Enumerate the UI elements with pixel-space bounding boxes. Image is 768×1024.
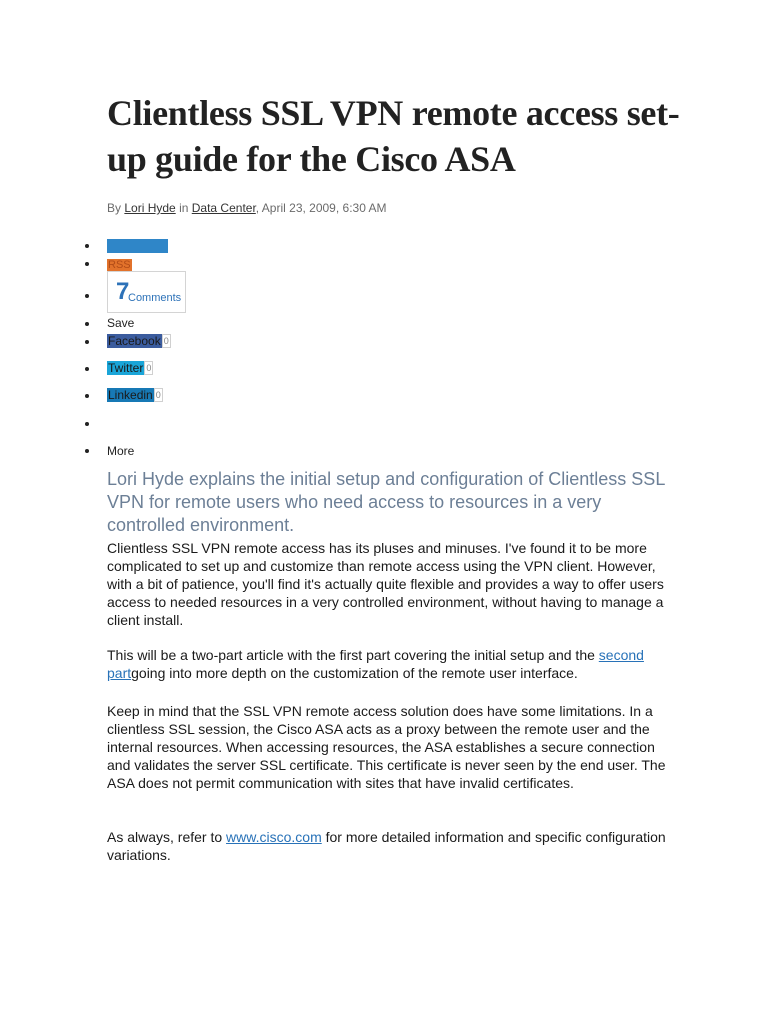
save-button[interactable]: Save <box>107 316 135 330</box>
comments-button[interactable] <box>107 271 186 313</box>
linkedin-share-button[interactable]: Linkedin <box>108 388 153 402</box>
body-paragraph-2 <box>107 646 667 682</box>
twitter-share-button[interactable]: Twitter <box>108 361 144 375</box>
second-part-link[interactable]: second part <box>107 647 644 681</box>
list-bullet <box>85 262 89 266</box>
paragraph-text: going into more depth on the customization of the remote user interface. <box>131 665 578 681</box>
twitter-share-count: 0 <box>146 363 152 373</box>
byline-by: By <box>107 201 122 215</box>
publish-date: , April 23, 2009, 6:30 AM <box>255 201 387 215</box>
facebook-share-count: 0 <box>163 336 169 346</box>
facebook-share-button[interactable]: Facebook <box>108 334 161 348</box>
rss-button[interactable]: RSS <box>108 259 131 271</box>
list-bullet <box>85 449 89 453</box>
paragraph-text: As always, refer to <box>107 829 227 845</box>
list-bullet <box>85 422 89 426</box>
body-paragraph-1: Clientless SSL VPN remote access has its pluses and minuses. I've found it to be more complicated to set up and customize than remote access using the VPN client. However, with a bit of patience, you'll find it's actually quite flexible and provides a way to offer users access to needed resources in a very controlled environment, without having to manage a client install. <box>107 540 664 628</box>
list-bullet <box>85 340 89 344</box>
list-bullet <box>85 322 89 326</box>
list-bullet <box>85 294 89 298</box>
cisco-link[interactable]: www.cisco.com <box>226 829 322 845</box>
byline-in: in <box>179 201 189 215</box>
list-bullet <box>85 367 89 371</box>
linkedin-share-count: 0 <box>155 390 161 400</box>
paragraph-text: This will be a two-part article with the first part covering the initial setup and the <box>107 647 599 663</box>
body-paragraph-3: Keep in mind that the SSL VPN remote access solution does have some limitations. In a clientless SSL session, the Cisco ASA acts as a proxy between the remote user and the internal resources. When accessing resources, the ASA establishes a secure connection and validates the server SSL certificate. This certificate is never seen by the end user. The ASA does not permit communication with sites that have invalid certificates. <box>107 703 666 791</box>
category-link[interactable]: Data Center <box>191 201 256 215</box>
article-title: Clientless SSL VPN remote access set-up guide for the Cisco ASA <box>107 93 680 179</box>
comments-label: Comments <box>128 292 182 304</box>
paragraph-text: for more detailed information and specific configuration variations. <box>107 829 666 863</box>
more-button[interactable]: More <box>107 444 135 458</box>
body-paragraph-4 <box>107 828 667 864</box>
comments-count: 7 <box>116 278 130 305</box>
share-button[interactable] <box>107 239 168 253</box>
list-bullet <box>85 394 89 398</box>
byline <box>107 201 387 215</box>
list-bullet <box>85 244 89 248</box>
author-link[interactable]: Lori Hyde <box>124 201 176 215</box>
article-intro: Lori Hyde explains the initial setup and configuration of Clientless SSL VPN for remote users who need access to resources in a very controlled environment. <box>107 469 665 535</box>
